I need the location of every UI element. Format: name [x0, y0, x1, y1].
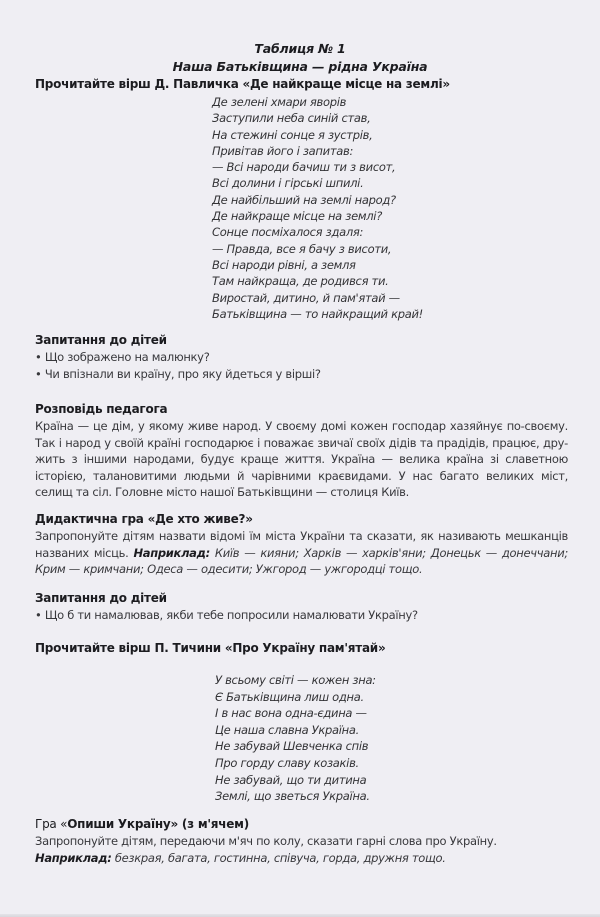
poem-line: Про горду славу козаків. [215, 755, 359, 770]
story-line: Так і народ у своїй країні господарює і поважає звичаї своїх дідів та прадідів, працює, дру- [35, 435, 568, 450]
question-item: • Що б ти намалював, якби тебе попросили намалювати Україну? [35, 608, 418, 622]
poem-line: На стежині сонце я зустрів, [212, 127, 373, 142]
game1-heading: Дидактична гра «Де хто живе?» [35, 512, 253, 526]
poem-line: Де найкраще місце на землі? [212, 209, 382, 224]
poem2-heading: Прочитайте вірш П. Тичини «Про Україну пам'ятай» [35, 641, 386, 655]
poem-line: У всьому світі — кожен зна: [215, 673, 376, 687]
game2-heading-prefix: Гра « [35, 817, 68, 831]
game2-line: Запропонуйте дітям, передаючи м'яч по колу, сказати гарні слова про Україну. [35, 834, 497, 848]
table-label: Таблиця № 1 [254, 41, 346, 56]
poem-line: Це наша славна Україна. [215, 722, 359, 737]
poem-line: Землі, що зветься Україна. [215, 789, 370, 804]
poem-line: Виростай, дитино, й пам'ятай — [212, 290, 400, 305]
game1-text-span: названих місць. [35, 545, 134, 560]
example-text: Київ — кияни; Харків — харків'яни; Донецьк — донеччани; [209, 545, 568, 560]
poem-line: Не забувай, що ти дитина [215, 772, 367, 787]
story-line: жить з іншими народами, будує краще життя. Україна — велика країна зі славетною [35, 452, 568, 467]
question-item: • Чи впізнали ви країну, про яку йдеться у вірші? [35, 366, 321, 381]
poem-line: Де зелені хмари яворів [212, 95, 347, 109]
game2-text [35, 833, 568, 866]
poem-line: — Правда, все я бачу з висоти, [212, 241, 392, 256]
questions2-heading: Запитання до дітей [35, 591, 167, 605]
poem-line: Де найбільший на землі народ? [212, 192, 396, 207]
story-line: Країна — це дім, у якому живе народ. У своєму домі кожен господар хазяйнує по-своєму. [35, 419, 568, 433]
example-label: Наприклад: [133, 545, 210, 560]
game2-heading [35, 817, 249, 831]
poem-line: Не забувай Шевченка спів [215, 739, 369, 754]
game1-line: Запропонуйте дітям назвати відомі їм міста України та сказати, як називають мешканців [35, 529, 568, 543]
question-item: • Що зображено на малюнку? [35, 350, 210, 364]
game2-heading-suffix: » (з м'ячем) [170, 817, 249, 831]
poem-line: Сонце посміхалося здаля: [212, 225, 364, 240]
poem-line: Заступили неба синій став, [212, 111, 371, 126]
questions1-list [35, 349, 568, 382]
example-label: Наприклад: [35, 850, 112, 865]
game1-text [35, 528, 568, 578]
game2-heading-bold: Опиши Україну [67, 817, 171, 831]
story-line: історією, талановитими людьми й чарівними краєвидами. У нас багато великих міст, [35, 468, 568, 483]
story-line: селищ та сіл. Головне місто нашої Батьківщини — столиця Київ. [35, 485, 410, 500]
story-text [35, 418, 568, 501]
poem-line: І в нас вона одна-єдина — [215, 706, 367, 721]
poem1-heading: Прочитайте вірш Д. Павличка «Де найкраще місце на землі» [35, 77, 450, 91]
poem-line: Всі народи рівні, а земля [212, 257, 356, 272]
poem-line: Є Батьківщина лиш одна. [215, 689, 364, 704]
story-heading: Розповідь педагога [35, 402, 168, 416]
game2-line [35, 850, 568, 867]
questions2-list [35, 607, 568, 624]
table-title: Наша Батьківщина — рідна Україна [172, 59, 428, 74]
poem-line: — Всі народи бачиш ти з висот, [212, 160, 396, 175]
poem2 [215, 672, 376, 805]
poem-line: Привітав його і запитав: [212, 143, 354, 158]
poem1 [212, 94, 423, 322]
poem-line: Батьківщина — то найкращий край! [212, 306, 423, 321]
poem-line: Всі долини і гірські шпилі. [212, 176, 364, 191]
game1-line [35, 561, 568, 578]
game1-line [35, 545, 568, 562]
poem-line: Там найкраща, де родився ти. [212, 274, 389, 289]
example-text: Крим — кримчани; Одеса — одесити; Ужгород — ужгородці тощо. [35, 562, 423, 577]
example-text: безкрая, багата, гостинна, співуча, горда, дружня тощо. [111, 850, 446, 865]
questions1-heading: Запитання до дітей [35, 333, 167, 347]
